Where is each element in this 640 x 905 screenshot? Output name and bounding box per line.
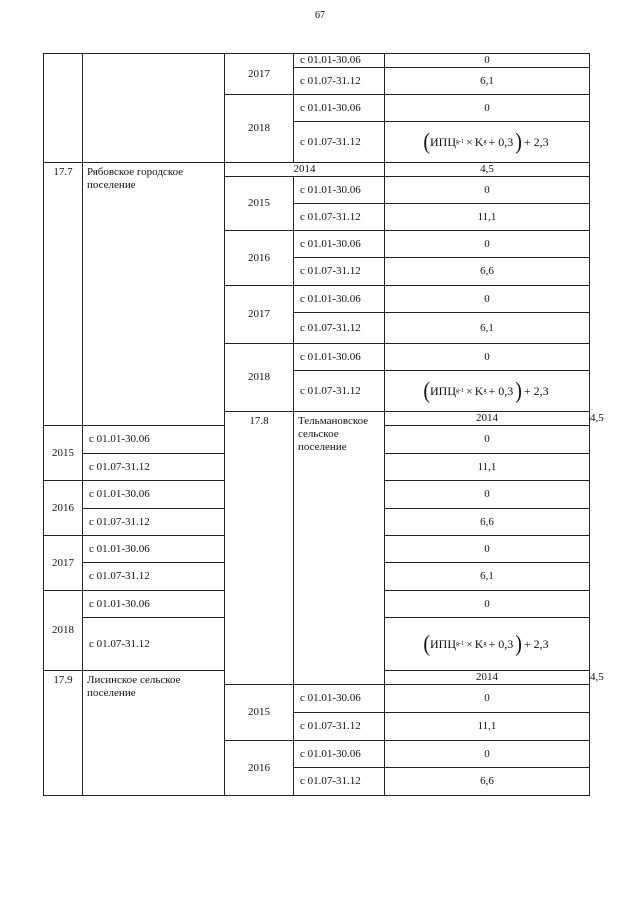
year-cell: 2014 [385,412,590,426]
value-cell: 11,1 [385,713,590,741]
table-row [44,54,590,68]
period-cell: с 01.01-30.06 [294,54,385,68]
value-cell: 0 [385,344,590,371]
settlement-name: Лисинское сельское поселение [83,671,225,796]
value-cell: 4,5 [385,163,590,177]
period-cell: с 01.01-30.06 [83,591,225,618]
year-cell: 2017 [225,286,294,344]
row-number: 17.9 [44,671,83,796]
period-cell: с 01.01-30.06 [294,177,385,204]
tariff-formula: ( ИПЦ g-1 × K g + 0,3 ) + 2,3 [423,378,549,404]
year-cell: 2018 [225,344,294,412]
row-number: 17.8 [225,412,294,685]
period-cell: с 01.07-31.12 [294,122,385,163]
period-cell: с 01.01-30.06 [294,344,385,371]
period-cell: с 01.01-30.06 [294,231,385,258]
year-cell: 2018 [44,591,83,671]
value-cell: 0 [385,685,590,713]
value-cell: 6,1 [385,563,590,591]
period-cell: с 01.01-30.06 [83,536,225,563]
period-cell: с 01.07-31.12 [294,371,385,412]
period-cell: с 01.01-30.06 [294,741,385,768]
period-cell: с 01.07-31.12 [294,68,385,95]
formula-cell [385,122,590,163]
value-cell: 6,1 [385,313,590,344]
year-cell: 2018 [225,95,294,163]
year-cell: 2015 [225,685,294,741]
table-row [44,163,590,177]
table-row: 17.9 Лисинское сельское поселение 2014 4,5 [44,671,590,685]
value-cell: 11,1 [385,204,590,231]
period-cell: с 01.01-30.06 [294,95,385,122]
year-cell: 2017 [44,536,83,591]
value-cell: 0 [385,286,590,313]
period-cell: с 01.07-31.12 [294,768,385,796]
period-cell: с 01.07-31.12 [83,618,225,671]
row-number: 17.7 [44,163,83,426]
year-cell: 2015 [225,177,294,231]
value-cell: 0 [385,741,590,768]
period-cell: с 01.01-30.06 [294,286,385,313]
value-cell: 0 [385,481,590,509]
value-cell: 0 [385,231,590,258]
settlement-name: Тельмановское сельское поселение [294,412,385,685]
period-cell: с 01.01-30.06 [294,685,385,713]
year-cell: 2017 [225,54,294,95]
year-cell: 2014 [225,163,385,177]
tariff-formula: ( ИПЦ g-1 × K g + 0,3 ) + 2,3 [423,129,549,155]
period-cell: с 01.07-31.12 [294,258,385,286]
value-cell: 0 [385,536,590,563]
value-cell: 0 [385,54,590,68]
value-cell: 0 [385,177,590,204]
period-cell: с 01.07-31.12 [294,713,385,741]
settlement-name: Рябовское городское поселение [83,163,225,426]
year-cell: 2014 [385,671,590,685]
value-cell: 0 [385,426,590,454]
year-cell: 2015 [44,426,83,481]
year-cell: 2016 [225,231,294,286]
formula-cell [385,618,590,671]
tariff-table-body [44,54,604,796]
year-cell: 2016 [225,741,294,796]
tariff-table [43,53,604,796]
value-cell: 6,6 [385,258,590,286]
value-cell: 0 [385,591,590,618]
period-cell: с 01.07-31.12 [294,204,385,231]
value-cell: 6,1 [385,68,590,95]
period-cell: с 01.01-30.06 [83,426,225,454]
value-cell: 6,6 [385,509,590,536]
period-cell: с 01.01-30.06 [83,481,225,509]
value-cell: 11,1 [385,454,590,481]
value-cell: 6,6 [385,768,590,796]
table-row: 17.8 Тельмановское сельское поселение 2014 4,5 [44,412,590,426]
period-cell: с 01.07-31.12 [83,563,225,591]
period-cell: с 01.07-31.12 [294,313,385,344]
formula-cell [385,371,590,412]
page-number: 67 [315,10,325,21]
year-cell: 2016 [44,481,83,536]
value-cell: 0 [385,95,590,122]
tariff-formula: ( ИПЦ g-1 × K g + 0,3 ) + 2,3 [423,631,549,657]
settlement-name [83,54,225,163]
row-number [44,54,83,163]
period-cell: с 01.07-31.12 [83,509,225,536]
period-cell: с 01.07-31.12 [83,454,225,481]
